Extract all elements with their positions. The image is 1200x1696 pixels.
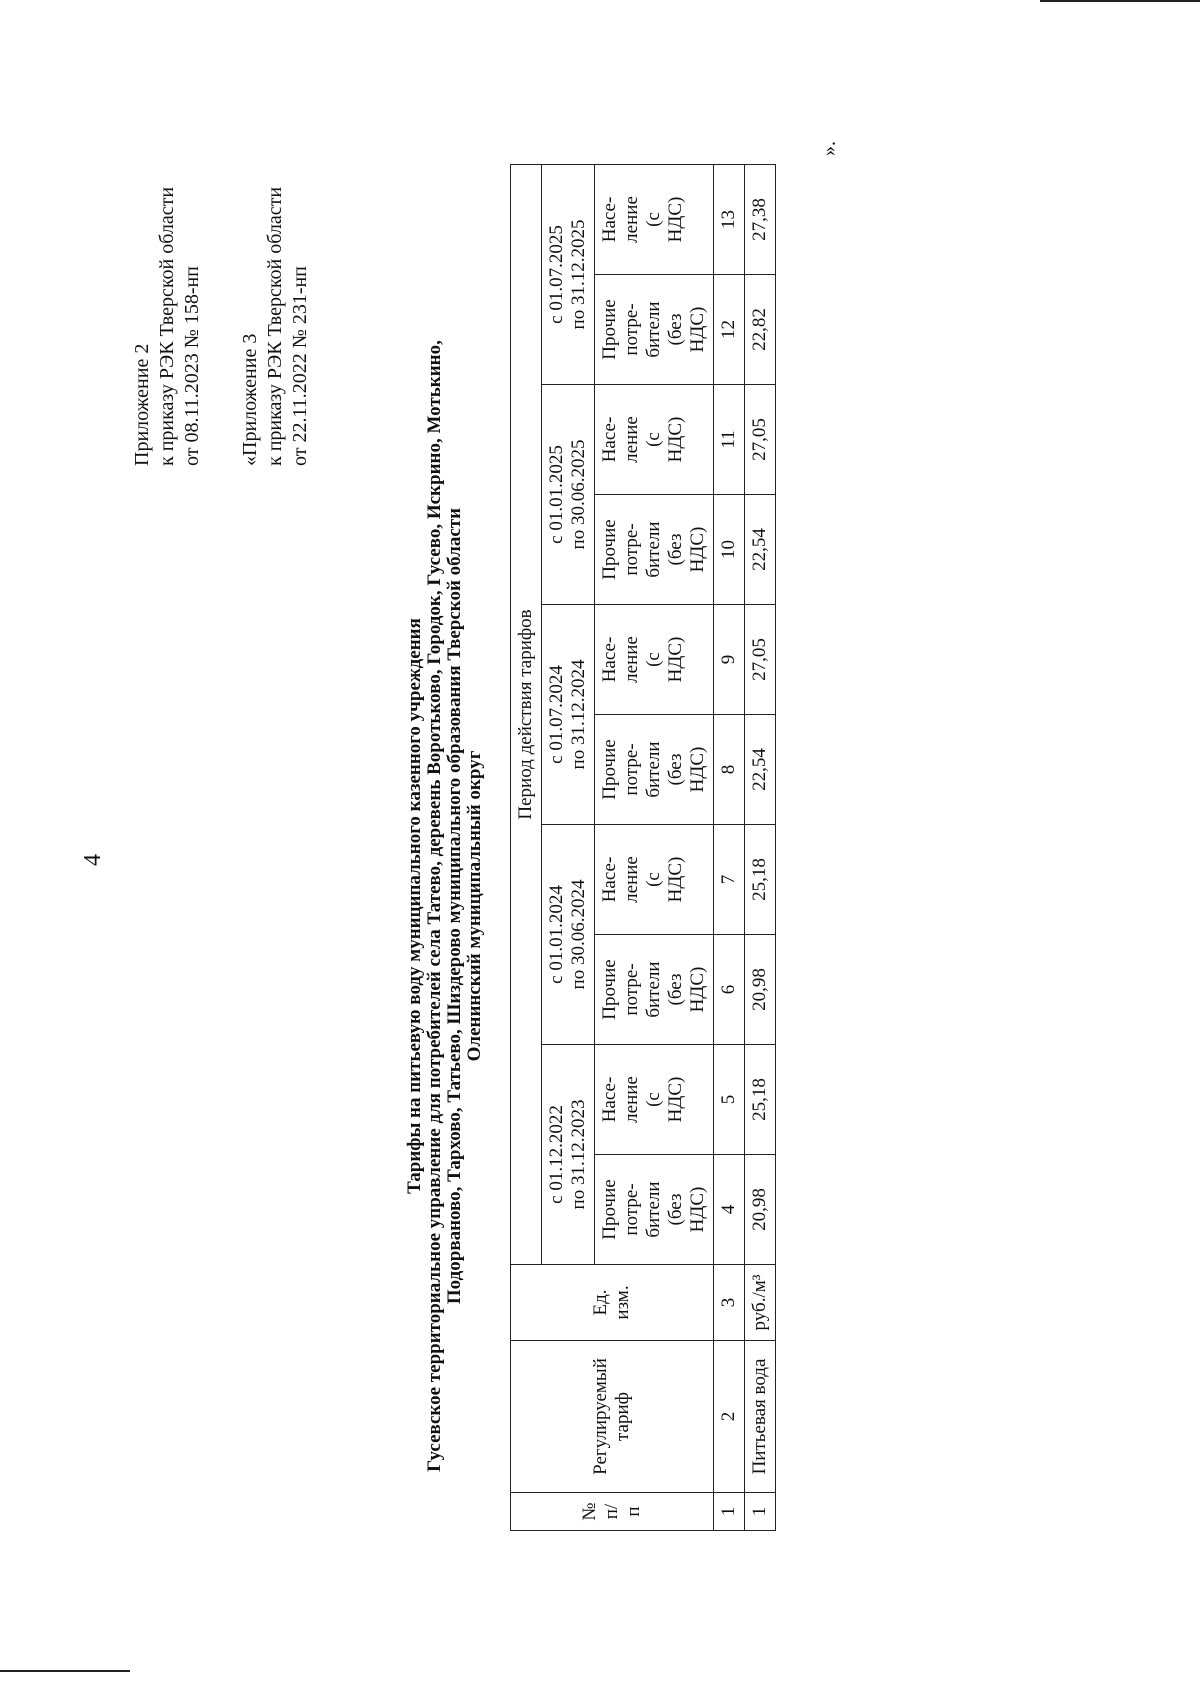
row-value: 22,82 [745, 275, 776, 385]
column-index: 9 [714, 605, 745, 715]
header-population: Насе- ление (с НДС) [595, 1045, 714, 1155]
header-other-consumers: Прочие потре- бители (без НДС) [595, 495, 714, 605]
row-value: 25,18 [745, 1045, 776, 1155]
title-line1: Тарифы на питьевую воду муниципального казенного учреждения [404, 618, 425, 1194]
column-index: 5 [714, 1045, 745, 1155]
header-population: Насе- ление (с НДС) [595, 605, 714, 715]
column-index: 13 [714, 164, 745, 274]
header-tariff: Регулируемый тариф [511, 1341, 714, 1493]
row-value: 27,05 [745, 605, 776, 715]
row-value: 22,54 [745, 495, 776, 605]
appendix-current-line3: от 08.11.2023 № 158-нп [181, 266, 203, 466]
period-3: с 01.07.2024 по 31.12.2024 [542, 605, 595, 825]
appendix-previous-line1: «Приложение 3 [239, 333, 261, 466]
appendix-previous-line3: от 22.11.2022 № 231-нп [289, 266, 311, 466]
header-population: Насе- ление (с НДС) [595, 164, 714, 274]
row-tariff: Питьевая вода [745, 1341, 776, 1493]
header-other-consumers: Прочие потре- бители (без НДС) [595, 715, 714, 825]
period-4: с 01.01.2025 по 30.06.2025 [542, 385, 595, 605]
document-title [405, 301, 485, 1511]
page-number: 4 [80, 854, 106, 866]
title-line3: Подорваново, Тархово, Татьево, Шиздерово муниципального образования Тверской области [444, 507, 465, 1305]
column-index: 12 [714, 275, 745, 385]
row-value: 27,38 [745, 164, 776, 274]
row-value: 20,98 [745, 935, 776, 1045]
column-index: 8 [714, 715, 745, 825]
row-value: 25,18 [745, 825, 776, 935]
appendix-current-line1: Приложение 2 [131, 343, 153, 466]
row-value: 20,98 [745, 1155, 776, 1265]
appendix-previous [238, 187, 313, 466]
column-index-row [714, 164, 745, 1530]
appendix-current [130, 187, 205, 466]
header-period: Период действия тарифов [511, 164, 542, 1264]
closing-quote: ». [818, 141, 840, 156]
header-other-consumers: Прочие потре- бители (без НДС) [595, 935, 714, 1045]
header-other-consumers: Прочие потре- бители (без НДС) [595, 275, 714, 385]
header-population: Насе- ление (с НДС) [595, 825, 714, 935]
row-unit: руб./м³ [745, 1265, 776, 1341]
column-index: 7 [714, 825, 745, 935]
period-1: с 01.12.2022 по 31.12.2023 [542, 1045, 595, 1265]
column-index: 4 [714, 1155, 745, 1265]
column-index: 3 [714, 1265, 745, 1341]
header-row-period [511, 164, 542, 1530]
title-line2: Гусевское территориальное управление для потребителей села Татево, деревень Воротьково, Городок, Гусево, Искрино, Мотькино, [424, 340, 445, 1472]
appendix-previous-line2: к приказу РЭК Тверской области [264, 186, 286, 466]
column-index: 10 [714, 495, 745, 605]
column-index: 1 [714, 1493, 745, 1531]
header-unit: Ед. изм. [511, 1265, 714, 1341]
title-line4: Оленинский муниципальный округ [464, 750, 485, 1062]
header-population: Насе- ление (с НДС) [595, 385, 714, 495]
row-value: 22,54 [745, 715, 776, 825]
header-other-consumers: Прочие потре- бители (без НДС) [595, 1155, 714, 1265]
row-num: 1 [745, 1493, 776, 1531]
table-row [745, 164, 776, 1530]
period-2: с 01.01.2024 по 30.06.2024 [542, 825, 595, 1045]
row-value: 27,05 [745, 385, 776, 495]
appendix-current-line2: к приказу РЭК Тверской области [156, 186, 178, 466]
column-index: 6 [714, 935, 745, 1045]
tariff-table [510, 164, 776, 1531]
period-5: с 01.07.2025 по 31.12.2025 [542, 164, 595, 384]
column-index: 11 [714, 385, 745, 495]
header-num: № п/ п [511, 1493, 714, 1531]
column-index: 2 [714, 1341, 745, 1493]
